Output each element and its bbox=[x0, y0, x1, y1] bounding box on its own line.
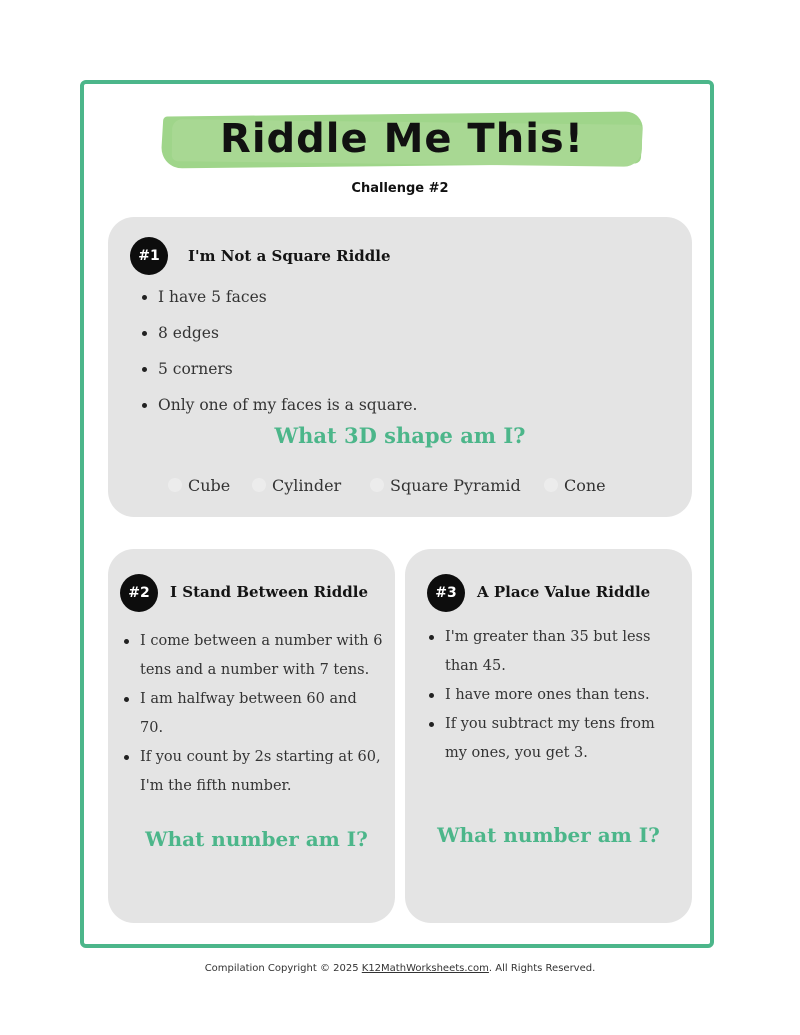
riddle-question: What 3D shape am I? bbox=[274, 423, 526, 448]
radio-circle-icon[interactable] bbox=[168, 478, 182, 492]
clue-list bbox=[427, 623, 677, 768]
choice-label: Cone bbox=[564, 476, 606, 495]
footer-site-link[interactable]: K12MathWorksheets.com bbox=[361, 963, 489, 974]
riddle-number-badge: #2 bbox=[120, 574, 158, 612]
clue-item: I have more ones than tens. bbox=[427, 681, 677, 710]
footer-suffix: . All Rights Reserved. bbox=[488, 963, 596, 974]
clue-item: I come between a number with 6 tens and a number with 7 tens. bbox=[122, 627, 384, 685]
riddle-title: I'm Not a Square Riddle bbox=[188, 247, 391, 265]
radio-circle-icon[interactable] bbox=[252, 478, 266, 492]
title-banner bbox=[162, 106, 642, 172]
clue-item: If you subtract my tens from my ones, you get 3. bbox=[427, 710, 677, 768]
copyright-footer bbox=[0, 963, 800, 974]
clue-list bbox=[122, 627, 384, 801]
riddle-card-2 bbox=[108, 549, 395, 923]
footer-prefix: Compilation Copyright © 2025 bbox=[204, 963, 362, 974]
riddle-question: What number am I? bbox=[437, 823, 660, 847]
clue-item: Only one of my faces is a square. bbox=[140, 395, 660, 431]
riddle-number-badge: #3 bbox=[427, 574, 465, 612]
clue-item: 8 edges bbox=[140, 323, 660, 359]
choice-square-pyramid[interactable] bbox=[370, 476, 521, 495]
clue-item: I am halfway between 60 and 70. bbox=[122, 685, 384, 743]
clue-item: 5 corners bbox=[140, 359, 660, 395]
riddle-card-1 bbox=[108, 217, 692, 517]
clue-list bbox=[140, 287, 660, 431]
riddle-title: I Stand Between Riddle bbox=[170, 583, 368, 601]
radio-circle-icon[interactable] bbox=[544, 478, 558, 492]
clue-item: I have 5 faces bbox=[140, 287, 660, 323]
choice-cube[interactable] bbox=[168, 476, 230, 495]
riddle-number-badge: #1 bbox=[130, 237, 168, 275]
page-subtitle: Challenge #2 bbox=[351, 181, 449, 196]
choice-cone[interactable] bbox=[544, 476, 606, 495]
clue-item: If you count by 2s starting at 60, I'm the fifth number. bbox=[122, 743, 384, 801]
radio-circle-icon[interactable] bbox=[370, 478, 384, 492]
answer-choices bbox=[160, 476, 640, 500]
choice-label: Cube bbox=[188, 476, 231, 495]
choice-label: Square Pyramid bbox=[390, 476, 521, 495]
riddle-question: What number am I? bbox=[145, 827, 368, 851]
choice-label: Cylinder bbox=[272, 476, 342, 495]
riddle-card-3 bbox=[405, 549, 692, 923]
riddle-title: A Place Value Riddle bbox=[477, 583, 651, 601]
choice-cylinder[interactable] bbox=[252, 476, 341, 495]
page-title: Riddle Me This! bbox=[220, 116, 584, 162]
clue-item: I'm greater than 35 but less than 45. bbox=[427, 623, 677, 681]
